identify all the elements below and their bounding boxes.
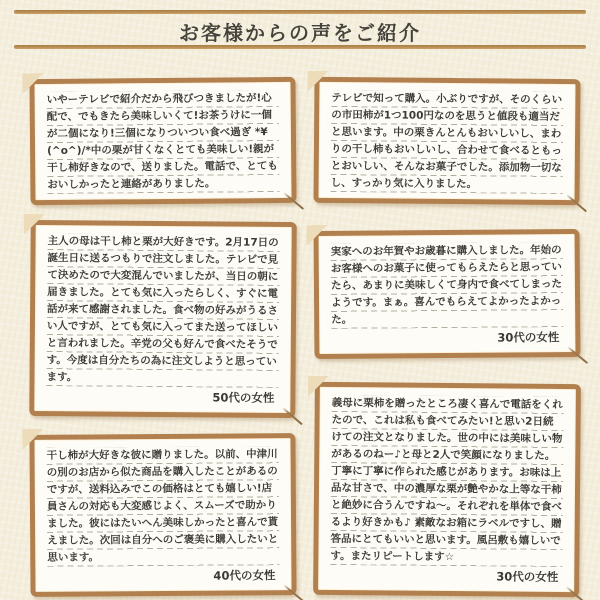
testimonial-card: [29, 220, 297, 418]
corner-crease-icon: [566, 586, 587, 600]
testimonial-card: [29, 77, 296, 205]
testimonial-column-right: [314, 78, 580, 596]
header-rule-top: [14, 10, 586, 14]
corner-crease-icon: [567, 345, 588, 363]
testimonial-author: 30代の女性: [497, 329, 560, 345]
corner-crease-icon: [566, 194, 587, 212]
testimonial-text: 義母に栗柿を贈ったところ凄く喜んで電話をくれたので、これは私も食べてみたい!と思い2日続けての注文となりました。世の中には美味しい物があるのねー♪と母と2人で笑顔になりました。丁寧に丁寧に作られた感じがあります。お味は上品な甘さで、中の濃厚な栗が艶やかな上等な干柿と絶妙に合うんですね〜。それぞれを単体で食べるより好きかも♪ 素敵なお箱にラベルですし、贈答品にとてもいいと思います。風呂敷も嬉しいです。またリピートします☆: [330, 395, 563, 567]
page-title: お客様からの声をご紹介: [179, 21, 421, 45]
paper-fold-icon: [306, 224, 327, 245]
corner-crease-icon: [282, 407, 303, 425]
testimonial-text: テレビで知って購入。小ぶりですが、そのくらいの市田柿が1つ100円なのを思うと値段も適当だと思います。中の栗きんとんもおいしいし、まわりの干し柿もおいしいし、合わせて食べるともっとおいしい、そんなお菓子でした。添加物一切なし、すっかり気に入りました。: [331, 90, 564, 194]
testimonial-author: 50代の女性: [212, 390, 275, 405]
testimonial-text: 実家へのお年賀やお歳暮に購入しました。年始のお客様へのお菓子に使ってもらえたらと思っていたら、あまりに美味しくて身内で食べてしまったようです。まぁ。喜んでもらえてよかったよかった。: [331, 242, 564, 329]
testimonial-text: 干し柿が大好きな彼に贈りました。以前、中津川の別のお店から似た商品を購入したことがあるのですが、送料込みでこの価格はとても嬉しい!店員さんの対応も大変感じよく、スムーズで助かりました。彼にはたいへん美味しかったと喜んで貰えました。次回は自分へのご褒美に購入したいと思います。: [47, 446, 280, 567]
testimonial-card: [313, 382, 581, 597]
paper-fold-icon: [22, 73, 43, 94]
testimonial-card: [29, 433, 296, 597]
corner-crease-icon: [283, 192, 304, 210]
testimonial-author: 40代の女性: [213, 568, 276, 583]
testimonial-board: [30, 78, 580, 596]
corner-crease-icon: [283, 584, 304, 600]
testimonial-text: 主人の母は干し柿と栗が大好きです。2月17日の誕生日に送るつもりで注文しました。テレビで見て決めたので大変混んでいましたが、当日の朝に届きました。とても気に入ったらしく、すぐに電話が来て感謝されました。食べ物の好みがうるさい人ですが、とても気に入ってまた送ってほしいと言われました。辛党の父も好んで食べたそうです。今度は自分たちの為に注文しようと思っています。: [46, 233, 279, 388]
paper-fold-icon: [308, 376, 329, 397]
section-header: [0, 0, 600, 58]
testimonial-column-left: [30, 78, 296, 596]
testimonial-card: [313, 77, 580, 205]
testimonial-text: いやーテレビで紹介だから飛びつきましたが!心配で、でもきたら美味しいくて!お茶うけに一個が二個になり!三個になりついつい食べ過ぎ *¥(^o^)/*中の栗が甘くなくとても美味しい!親が干し柿好きなので、送りました。電話で、とてもおいしかったと連絡がありました。: [47, 90, 280, 194]
paper-fold-icon: [22, 429, 43, 450]
header-rule-bottom: [14, 45, 586, 49]
testimonial-card: [314, 228, 581, 358]
testimonial-author: 30代の女性: [496, 569, 559, 584]
paper-fold-icon: [307, 71, 328, 92]
paper-fold-icon: [24, 214, 45, 235]
